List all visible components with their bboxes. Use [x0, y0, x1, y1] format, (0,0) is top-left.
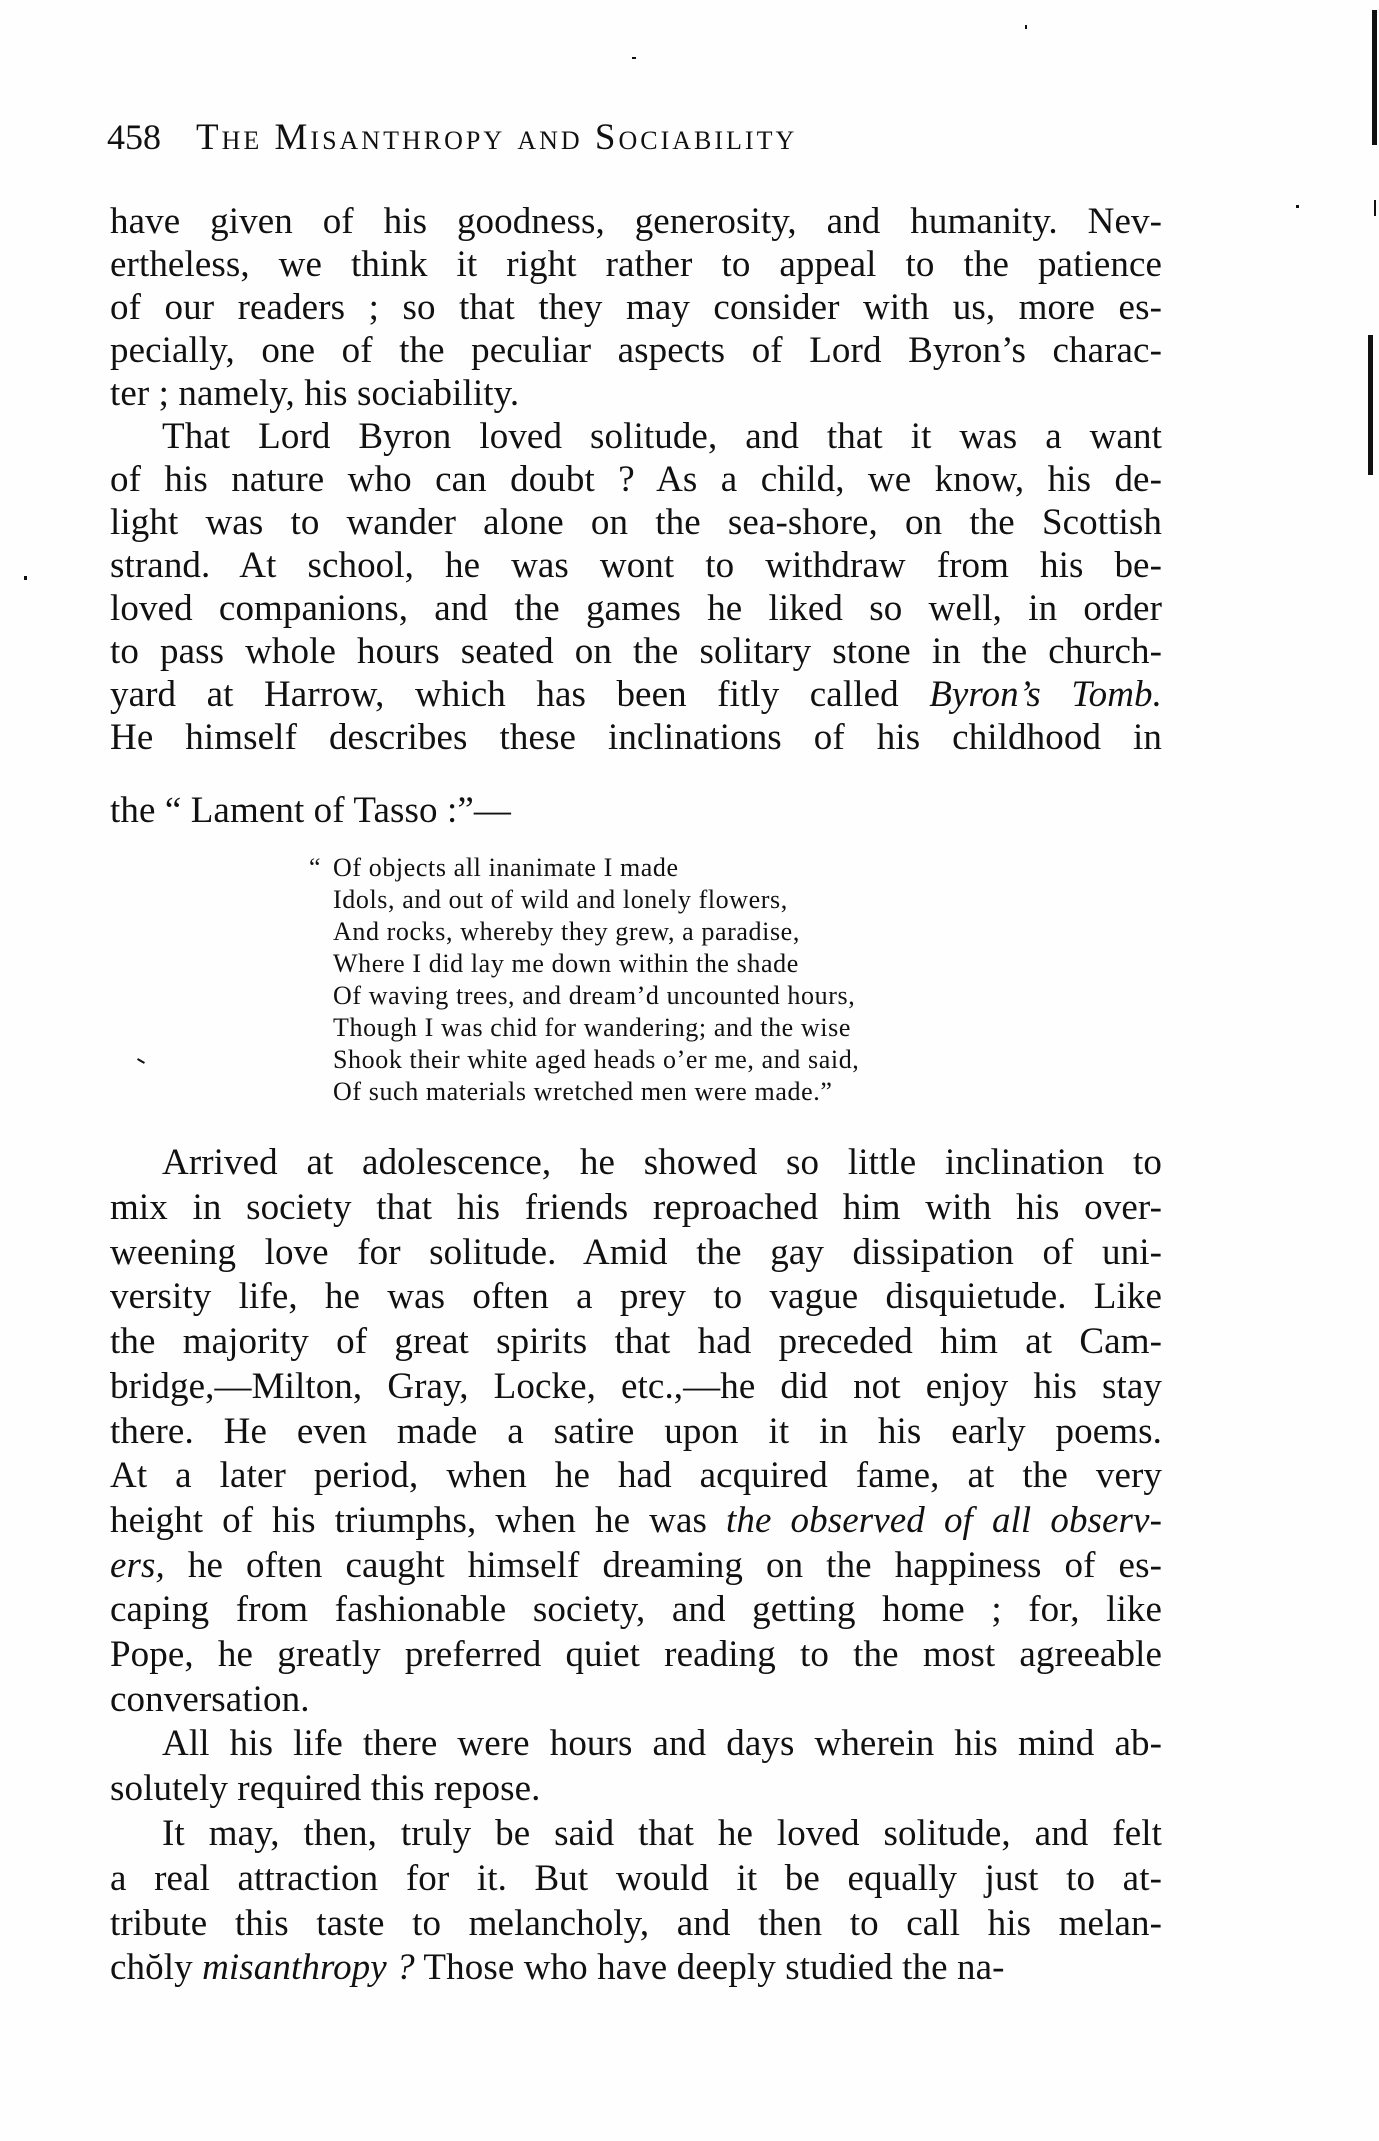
scan-speck [1025, 25, 1027, 29]
text-run: Pope, he greatly preferred quiet reading to the most agreeable [110, 1634, 1162, 1675]
text-run: He himself describes these inclinations of his childhood in [110, 717, 1162, 758]
italic-text: the observed of all observ- [726, 1500, 1163, 1541]
text-line [110, 1591, 1162, 1628]
running-header [107, 119, 797, 156]
poem-verse [333, 919, 800, 945]
poem-verse [309, 853, 679, 882]
text-line [110, 1770, 1162, 1807]
text-run: he often caught himself dreaming on the happiness of es- [164, 1545, 1162, 1586]
text-line [110, 289, 1162, 326]
verse-text: Of such materials wretched men were made.” [333, 1077, 833, 1106]
text-line [110, 676, 1162, 713]
text-run: light was to wander alone on the sea-shore, on the Scottish [110, 502, 1162, 543]
verse-text: Of waving trees, and dream’d uncounted hours, [333, 981, 856, 1010]
text-line [110, 1457, 1162, 1494]
text-line [110, 246, 1162, 283]
text-line [162, 1725, 1162, 1762]
text-run: a real attraction for it. But would it be equally just to at- [110, 1858, 1162, 1899]
poem-verse [333, 887, 788, 913]
italic-text: Byron’s Tomb. [929, 674, 1163, 715]
text-run: It may, then, truly be said that he loved solitude, and felt [162, 1813, 1162, 1854]
verse-text: Though I was chid for wandering; and the wise [333, 1013, 851, 1042]
poem-verse [333, 1079, 832, 1105]
text-run: weening love for solitude. Amid the gay dissipation of uni- [110, 1232, 1162, 1273]
text-line [162, 1144, 1162, 1181]
text-line [110, 1636, 1162, 1673]
text-run: have given of his goodness, generosity, and humanity. Nev- [110, 201, 1162, 242]
text-line [110, 1413, 1162, 1450]
text-line [110, 792, 1162, 829]
text-line [110, 375, 1162, 412]
page-number: 458 [107, 117, 161, 157]
text-run: there. He even made a satire upon it in his early poems. [110, 1411, 1162, 1452]
text-run: the majority of great spirits that had preceded him at Cam- [110, 1321, 1162, 1362]
scan-edge-mark [1374, 200, 1376, 216]
text-run: mix in society that his friends reproached him with his over- [110, 1187, 1162, 1228]
text-line [110, 1905, 1162, 1942]
text-line [110, 719, 1162, 756]
text-run: At a later period, when he had acquired fame, at the very [110, 1455, 1162, 1496]
text-run: bridge,—Milton, Gray, Locke, etc.,—he did not enjoy his stay [110, 1366, 1162, 1407]
text-run: of his nature who can doubt ? As a child, we know, his de- [110, 459, 1162, 500]
scan-speck [632, 57, 636, 59]
scan-edge-mark [1372, 10, 1377, 145]
text-run: to pass whole hours seated on the solitary stone in the church- [110, 631, 1162, 672]
text-line [110, 504, 1162, 541]
text-run: loved companions, and the games he liked so well, in order [110, 588, 1162, 629]
text-line [110, 203, 1162, 240]
text-run: height of his triumphs, when he was [110, 1500, 727, 1541]
italic-text: misanthropy ? [202, 1947, 415, 1988]
scan-speck [137, 1058, 145, 1064]
text-run: chŏly [110, 1947, 203, 1988]
scan-edge-mark [1368, 335, 1373, 475]
verse-text: And rocks, whereby they grew, a paradise, [333, 917, 800, 946]
text-line [110, 332, 1162, 369]
text-run: tribute this taste to melancholy, and then to call his melan- [110, 1903, 1162, 1944]
text-line [110, 1860, 1162, 1897]
text-line [110, 633, 1162, 670]
text-run: ter ; namely, his sociability. [110, 373, 520, 414]
text-line [110, 1323, 1162, 1360]
text-line [110, 461, 1162, 498]
text-run: ertheless, we think it right rather to appeal to the patience [110, 244, 1162, 285]
text-run: of our readers ; so that they may consider with us, more es- [110, 287, 1162, 328]
text-line [110, 547, 1162, 584]
text-run: caping from fashionable society, and getting home ; for, like [110, 1589, 1162, 1630]
text-run: All his life there were hours and days wherein his mind ab- [162, 1723, 1162, 1764]
text-line [110, 1547, 1162, 1584]
text-run: yard at Harrow, which has been fitly called [110, 674, 930, 715]
text-line [110, 1502, 1162, 1539]
text-line [110, 1278, 1162, 1315]
text-line [110, 1189, 1162, 1226]
text-run: Arrived at adolescence, he showed so little inclination to [162, 1142, 1162, 1183]
scan-speck [24, 576, 27, 580]
text-run: pecially, one of the peculiar aspects of Lord Byron’s charac- [110, 330, 1162, 371]
poem-open-quote: “ [309, 853, 322, 882]
poem-verse [333, 1047, 859, 1073]
verse-text: Where I did lay me down within the shade [333, 949, 799, 978]
text-run: That Lord Byron loved solitude, and that it was a want [162, 416, 1162, 457]
text-run: solutely required this repose. [110, 1768, 541, 1809]
scan-speck [1296, 205, 1299, 208]
text-line [162, 1815, 1162, 1852]
text-run: versity life, he was often a prey to vague disquietude. Like [110, 1276, 1162, 1317]
text-run: strand. At school, he was wont to withdraw from his be- [110, 545, 1162, 586]
verse-text: Idols, and out of wild and lonely flowers, [333, 885, 788, 914]
poem-verse [333, 951, 799, 977]
running-title: The Misanthropy and Sociability [196, 117, 798, 158]
text-run: conversation. [110, 1679, 310, 1720]
text-run: the “ Lament of Tasso :”— [110, 790, 511, 831]
poem-verse [333, 983, 855, 1009]
text-line [110, 1949, 1162, 1986]
verse-text: Shook their white aged heads o’er me, and said, [333, 1045, 860, 1074]
italic-text: ers, [110, 1545, 165, 1586]
text-line [110, 590, 1162, 627]
text-line [110, 1681, 1162, 1718]
text-line [110, 1234, 1162, 1271]
poem-verse [333, 1015, 851, 1041]
text-line [162, 418, 1162, 455]
text-run: Those who have deeply studied the na- [414, 1947, 1005, 1988]
text-line [110, 1368, 1162, 1405]
verse-text: Of objects all inanimate I made [333, 853, 679, 882]
